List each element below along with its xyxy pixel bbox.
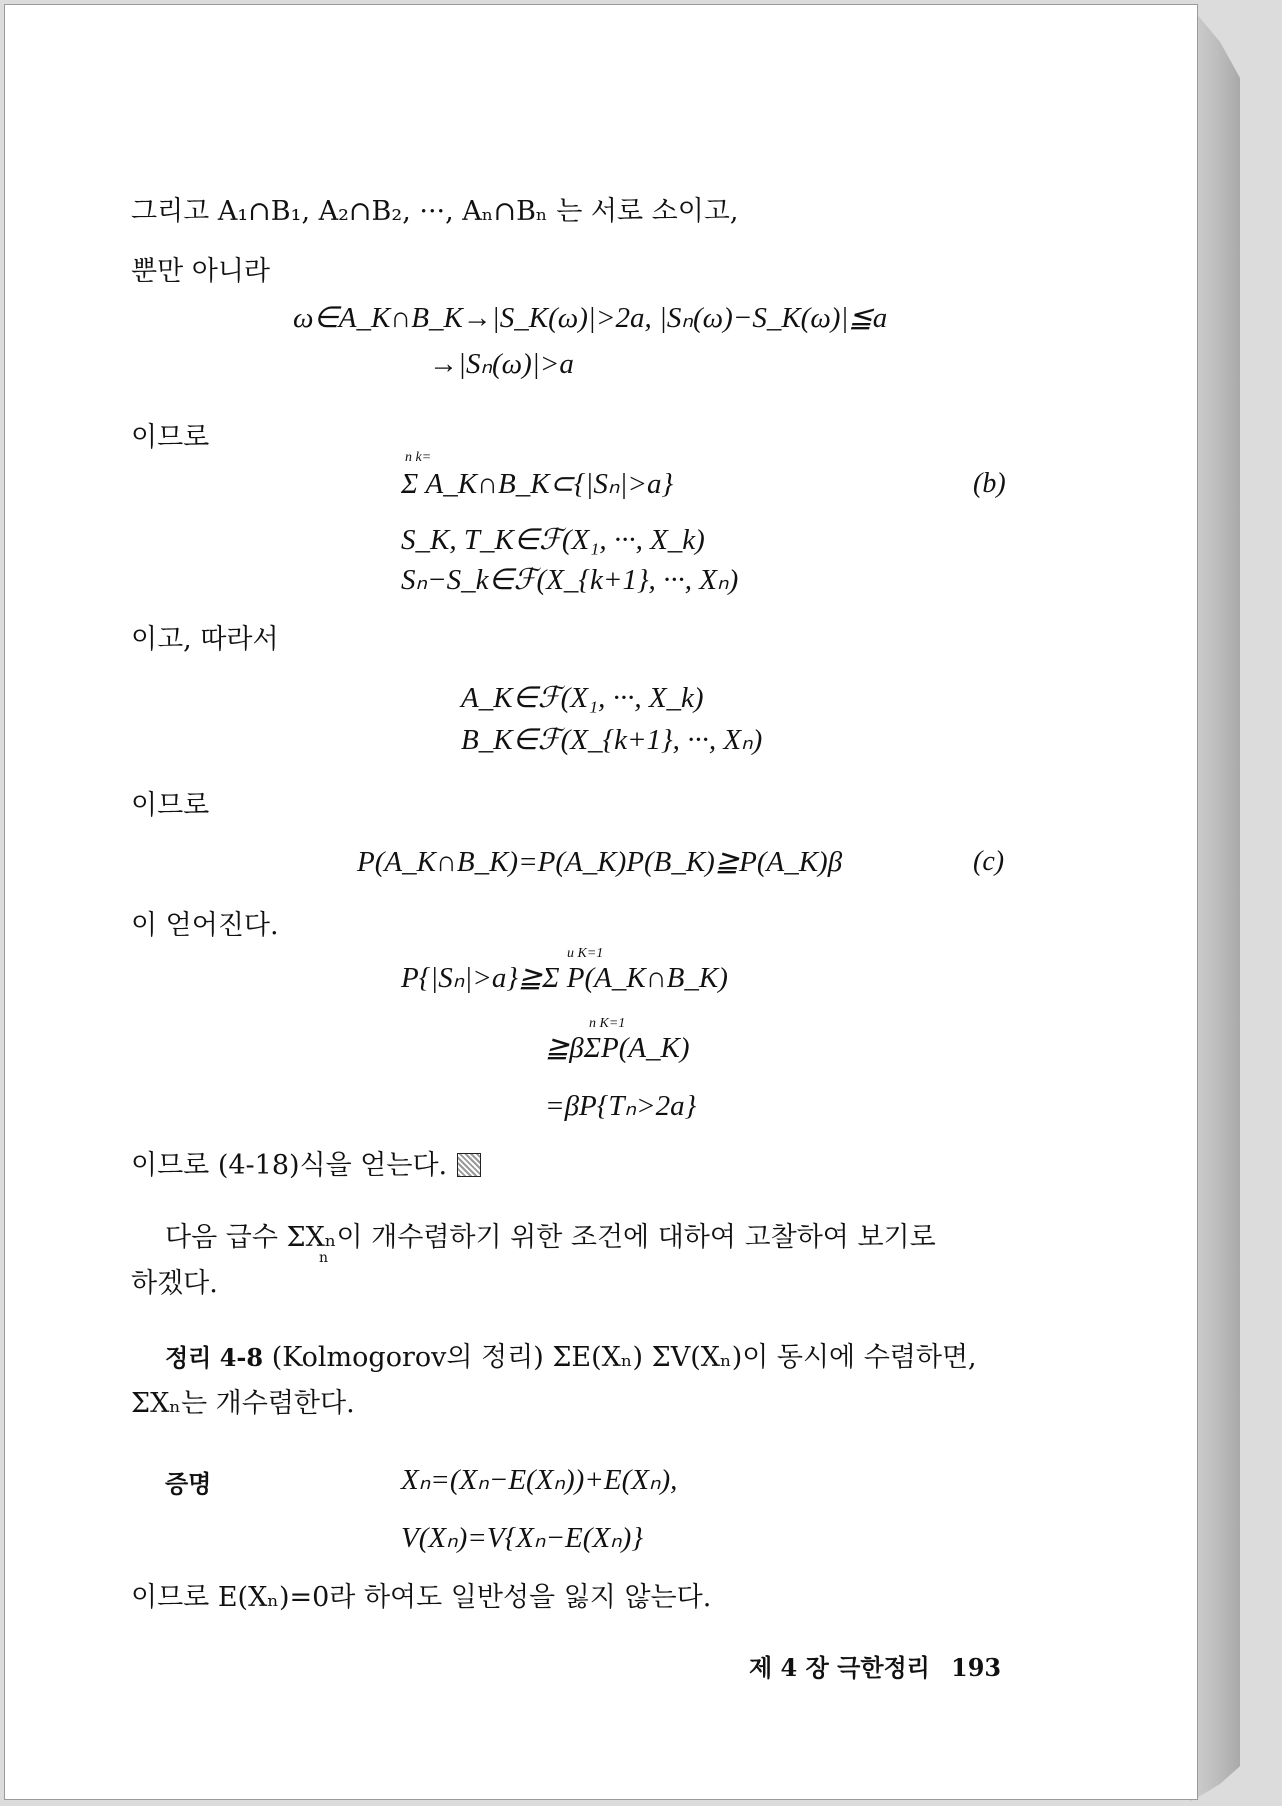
text-line-10: ΣXₙ는 개수렴한다.: [131, 1388, 355, 1419]
text-line-8: 다음 급수 ΣXₙ이 개수렴하기 위한 조건에 대하여 고찰하여 보기로: [165, 1222, 936, 1253]
text-line-9: 하겠다.: [131, 1268, 218, 1299]
book-page: [4, 4, 1198, 1800]
page-number: 193: [951, 1653, 1002, 1682]
equation-2b: S_K, T_K∈ℱ(X₁, ···, X_k): [401, 524, 705, 556]
equation-1a: ω∈A_K∩B_K→|S_K(ω)|>2a, |Sₙ(ω)−S_K(ω)|≦a: [293, 302, 888, 334]
footer-chapter: 제 4 장 극한정리: [749, 1653, 930, 1682]
theorem-title: 정리 4-8: [165, 1343, 264, 1372]
text-line-1: 그리고 A₁∩B₁, A₂∩B₂, ···, Aₙ∩Bₙ 는 서로 소이고,: [131, 196, 739, 227]
equation-5a: P{|Sₙ|>a}≧Σ P(A_K∩B_K): [401, 962, 728, 994]
theorem-body: (Kolmogorov의 정리) ΣE(Xₙ) ΣV(Xₙ)이 동시에 수렴하면,: [271, 1342, 977, 1373]
text-line-8-limit: n: [319, 1250, 329, 1266]
equation-label-c: (c): [973, 846, 1005, 877]
equation-6b: V(Xₙ)=V{Xₙ−E(Xₙ)}: [401, 1522, 643, 1554]
text-line-7: [131, 1149, 481, 1183]
text-line-5: 이므로: [131, 790, 210, 821]
equation-1b: →|Sₙ(ω)|>a: [429, 348, 574, 380]
proof-label: 증명: [165, 1469, 212, 1498]
equation-4: P(A_K∩B_K)=P(A_K)P(B_K)≧P(A_K)β: [357, 846, 843, 878]
equation-5b: ≧βΣP(A_K): [545, 1032, 690, 1064]
equation-5a-limits: u K=1: [567, 946, 604, 961]
equation-5b-limits: n K=1: [589, 1016, 626, 1031]
equation-6a: Xₙ=(Xₙ−E(Xₙ))+E(Xₙ),: [401, 1464, 678, 1496]
equation-3a: A_K∈ℱ(X₁, ···, X_k): [461, 682, 704, 714]
qed-square-icon: [457, 1153, 481, 1177]
equation-label-b: (b): [973, 468, 1006, 499]
text-line-3: 이므로: [131, 422, 210, 453]
text-line-2: 뿐만 아니라: [131, 256, 270, 287]
theorem-line: [165, 1341, 977, 1375]
equation-5c: =βP{Tₙ>2a}: [545, 1090, 697, 1122]
equation-2a: Σ A_K∩B_K⊂{|Sₙ|>a}: [401, 468, 674, 500]
text-line-4: 이고, 따라서: [131, 624, 279, 655]
equation-3b: B_K∈ℱ(X_{k+1}, ···, Xₙ): [461, 724, 763, 756]
text-line-11: 이므로 E(Xₙ)=0라 하여도 일반성을 잃지 않는다.: [131, 1582, 712, 1613]
text-line-7-text: 이므로 (4-18)식을 얻는다.: [131, 1150, 448, 1181]
equation-2c: Sₙ−S_k∈ℱ(X_{k+1}, ···, Xₙ): [401, 564, 739, 596]
text-line-6: 이 얻어진다.: [131, 910, 279, 941]
equation-2a-limits: n k=: [405, 450, 432, 465]
